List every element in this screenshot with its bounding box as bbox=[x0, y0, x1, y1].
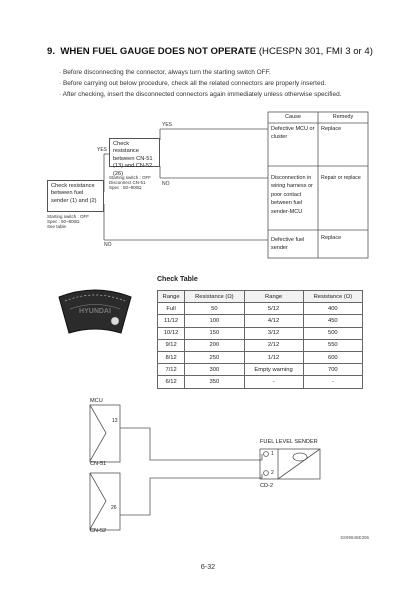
gauge-brand-text: HYUNDAI bbox=[79, 308, 111, 315]
sender-pin-1-label: 1 bbox=[271, 451, 274, 457]
cell: 100 bbox=[185, 315, 244, 327]
cell: 50 bbox=[185, 303, 244, 315]
cn-check-note bbox=[109, 175, 151, 191]
cd2-label: CD-2 bbox=[260, 483, 274, 489]
no-label-start: NO bbox=[104, 242, 112, 248]
cell: 8/12 bbox=[158, 351, 185, 363]
fuel-level-sender-label: FUEL LEVEL SENDER bbox=[260, 439, 318, 445]
cell: 400 bbox=[303, 303, 362, 315]
fuel-level-sender-box bbox=[260, 449, 320, 479]
cell: 550 bbox=[303, 339, 362, 351]
cn-note-2: Disconnect CN-51 bbox=[109, 180, 146, 186]
start-check-note bbox=[47, 214, 89, 230]
cause-row-2: Disconnection in wiring harness or poor contact between fuel sender-MCU bbox=[271, 175, 313, 215]
table-row bbox=[158, 315, 363, 327]
cn51-cn52-check-box: Check resistance between CN-51 (13) and CN-52 (26) bbox=[109, 138, 160, 167]
page-number: 6-32 bbox=[200, 562, 216, 571]
cell: 450 bbox=[303, 315, 362, 327]
col-range-1: Range bbox=[158, 291, 185, 303]
table-row bbox=[158, 327, 363, 339]
mcu-label: MCU bbox=[90, 398, 103, 404]
pin-13-label: 13 bbox=[112, 418, 118, 424]
section-heading: WHEN FUEL GAUGE DOES NOT OPERATE bbox=[60, 46, 257, 57]
cell: Empty warning bbox=[244, 364, 303, 376]
cn51-label: CN-51 bbox=[90, 461, 107, 467]
wire-pin13-to-1 bbox=[120, 428, 262, 460]
check-table-title: Check Table bbox=[157, 276, 198, 283]
yes-label-check: YES bbox=[162, 122, 173, 128]
section-code: (HCESPN 301, FMI 3 or 4) bbox=[258, 46, 373, 57]
cause-row-1: Defective MCU or cluster bbox=[271, 126, 315, 141]
cell: 2/12 bbox=[244, 339, 303, 351]
cell: 300 bbox=[185, 364, 244, 376]
cell: Full bbox=[158, 303, 185, 315]
cell: 3/12 bbox=[244, 327, 303, 339]
cell: 500 bbox=[303, 327, 362, 339]
cell: 4/12 bbox=[244, 315, 303, 327]
table-row bbox=[158, 351, 363, 363]
cell: 200 bbox=[185, 339, 244, 351]
remedy-header: Remedy bbox=[332, 114, 354, 120]
check-table-header-row bbox=[158, 291, 363, 303]
cell: 350 bbox=[185, 376, 244, 388]
cell: 10/12 bbox=[158, 327, 185, 339]
cause-header: Cause bbox=[285, 114, 301, 120]
cell: 5/12 bbox=[244, 303, 303, 315]
cell: 700 bbox=[303, 364, 362, 376]
cell: 250 bbox=[185, 351, 244, 363]
yes-label-start: YES bbox=[97, 147, 108, 153]
col-resistance-1: Resistance (Ω) bbox=[185, 291, 244, 303]
table-row bbox=[158, 376, 363, 388]
note-3: · After checking, insert the disconnected connectors again immediately unless otherwise specified. bbox=[59, 91, 342, 99]
fuel-pump-icon bbox=[111, 317, 119, 325]
cell: 11/12 bbox=[158, 315, 185, 327]
cell: 1/12 bbox=[244, 351, 303, 363]
section-number: 9. bbox=[47, 46, 56, 57]
cell: 6/12 bbox=[158, 376, 185, 388]
cn52-label: CN-52 bbox=[90, 528, 107, 534]
col-range-2: Range bbox=[244, 291, 303, 303]
start-check-box: Check resistance between fuel sender (1) and (2) bbox=[47, 180, 104, 212]
start-note-3: See table bbox=[47, 224, 67, 230]
check-table bbox=[157, 290, 363, 389]
cell: 150 bbox=[185, 327, 244, 339]
remedy-row-3: Replace bbox=[321, 235, 342, 241]
cause-row-3: Defective fuel sender bbox=[271, 237, 305, 252]
pin-26-label: 26 bbox=[111, 505, 117, 511]
start-note-1: Starting switch : OFF bbox=[47, 214, 90, 219]
sender-pin-2-label: 2 bbox=[271, 470, 274, 476]
note-2: · Before carrying out below procedure, check all the related connectors are properly inserted. bbox=[59, 80, 327, 88]
cell: 600 bbox=[303, 351, 362, 363]
table-row bbox=[158, 303, 363, 315]
remedy-row-1: Replace bbox=[321, 126, 342, 132]
cell: - bbox=[303, 376, 362, 388]
wiring-diagram bbox=[0, 395, 416, 540]
fuel-gauge-illustration bbox=[55, 287, 135, 339]
no-label-check: NO bbox=[162, 181, 170, 187]
figure-id: 5S99846E306 bbox=[340, 535, 369, 540]
note-1: · Before disconnecting the connector, always turn the starting switch OFF. bbox=[59, 69, 271, 76]
cn-note-1: Starting switch : OFF bbox=[109, 175, 152, 180]
table-row bbox=[158, 364, 363, 376]
col-resistance-2: Resistance (Ω) bbox=[303, 291, 362, 303]
cell: - bbox=[244, 376, 303, 388]
cell: 9/12 bbox=[158, 339, 185, 351]
cell: 7/12 bbox=[158, 364, 185, 376]
table-row bbox=[158, 339, 363, 351]
remedy-row-2: Repair or replace bbox=[321, 175, 361, 181]
start-note-2: Spec : 50~800Ω bbox=[47, 219, 80, 225]
wire-pin26-to-2 bbox=[120, 474, 262, 515]
cn-note-3: Spec : 50~800Ω bbox=[109, 185, 142, 191]
